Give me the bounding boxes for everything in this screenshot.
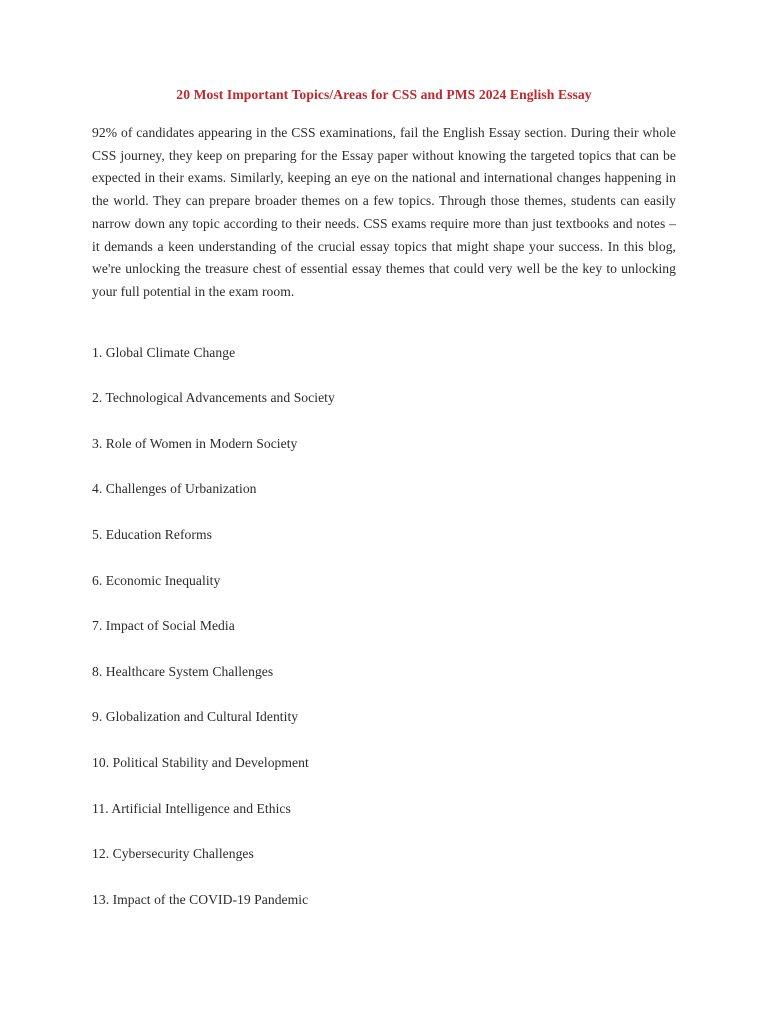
list-item: 10. Political Stability and Development (92, 754, 309, 770)
list-item: 2. Technological Advancements and Society (92, 390, 335, 406)
topics-list (92, 304, 676, 909)
list-item: 4. Challenges of Urbanization (92, 481, 257, 497)
list-item: 3. Role of Women in Modern Society (92, 435, 298, 451)
list-item: 11. Artificial Intelligence and Ethics (92, 800, 291, 816)
list-item: 5. Education Reforms (92, 527, 212, 542)
page-title: 20 Most Important Topics/Areas for CSS and PMS 2024 English Essay (176, 87, 592, 102)
list-item: 13. Impact of the COVID-19 Pandemic (92, 891, 309, 907)
list-item: 12. Cybersecurity Challenges (92, 846, 254, 862)
list-item: 9. Globalization and Cultural Identity (92, 709, 299, 725)
list-item: 6. Economic Inequality (92, 572, 221, 588)
list-item: 1. Global Climate Change (92, 344, 236, 360)
list-item: 7. Impact of Social Media (92, 618, 235, 634)
document-content (92, 0, 676, 909)
list-item: 8. Healthcare System Challenges (92, 663, 274, 679)
intro-paragraph: 92% of candidates appearing in the CSS examinations, fail the English Essay section. During their whole CSS journey, they keep on preparing for the Essay paper without knowing the targeted topics that can be expected in their exams. Similarly, keeping an eye on the national and international changes happening in the world. They can prepare broader themes on a few topics. Through those themes, students can easily narrow down any topic according to their needs. CSS exams require more than just textbooks and notes – it demands a keen understanding of the crucial essay topics that might shape your success. In this blog, we're unlocking the treasure chest of essential essay themes that could very well be the key to unlocking your full potential in the exam room. (92, 125, 676, 299)
